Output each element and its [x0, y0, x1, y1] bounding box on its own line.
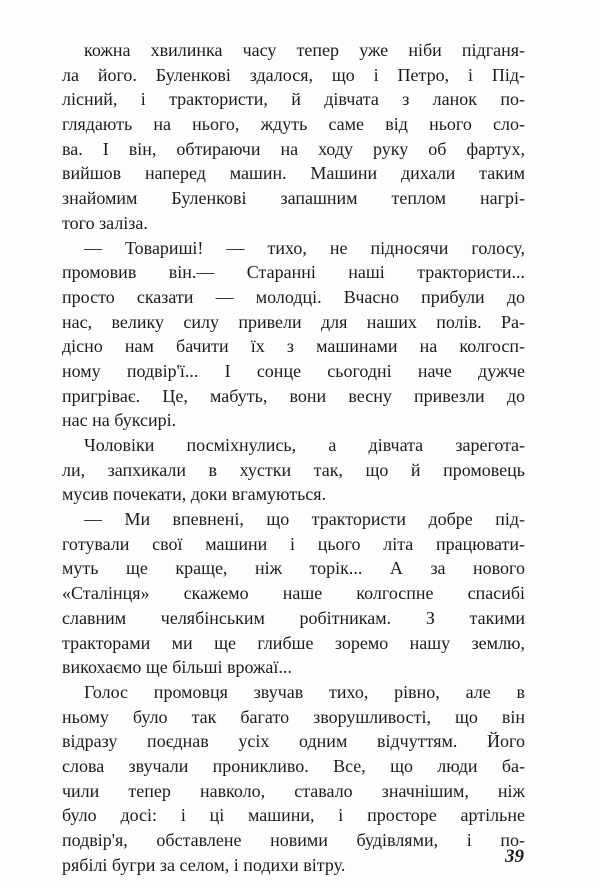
text-line: ному подвір'ї... І сонце сьогодні наче дужче: [62, 360, 525, 381]
text-line: слова звучали проникливо. Все, що люди ба-: [62, 755, 525, 776]
text-line: — Ми впевнені, що трактористи добре під-: [84, 509, 525, 530]
text-line: ла його. Буленкові здалося, що і Петро, і Під-: [62, 64, 525, 85]
text-line: ли, запхикали в хустки так, що й промовець: [62, 459, 525, 480]
text-line: було досі: і ці машини, і просторе артільне: [62, 805, 525, 826]
text-line: дісно нам бачити їх з машинами на колгосп-: [62, 336, 525, 357]
text-line: викохаємо ще більші врожаї...: [62, 657, 292, 678]
text-line: Чоловіки посміхнулись, а дівчата зареготa-: [84, 435, 525, 455]
paragraph: [62, 507, 525, 680]
text-line: вийшов наперед машин. Машини дихали таким: [62, 163, 525, 184]
text-line: тракторами ми ще глибше зоремо нашу землю,: [62, 632, 525, 653]
text-line: того заліза.: [62, 212, 148, 233]
text-line: пригріває. Це, мабуть, вони весну привезли до: [62, 385, 525, 406]
text-line: готували свої машини і цього літа працювати-: [62, 533, 525, 554]
text-line: «Сталінця» скажемо наше колгоспне спасибі: [62, 583, 525, 604]
page-text: [62, 38, 525, 877]
text-line: глядають на нього, ждуть саме від нього сло-: [62, 114, 525, 135]
text-line: муть ще краще, ніж торік... А за нового: [62, 558, 525, 579]
text-line: чили тепер навколо, ставало значнішим, ніж: [62, 780, 525, 801]
text-line: просто сказати — молодці. Вчасно прибули до: [62, 286, 525, 307]
page-number: 39: [505, 846, 524, 867]
text-line: лісний, і трактористи, й дівчата з ланок по-: [62, 89, 525, 110]
text-line: славним челябінським робітникам. З такими: [62, 607, 525, 628]
text-line: подвір'я, обставлене новими будівлями, і по-: [62, 830, 525, 850]
text-line: кожна хвилинка часу тепер уже ніби підганя-: [84, 40, 525, 60]
text-line: рябілі бугри за селом, і подихи вітру.: [62, 854, 346, 875]
paragraph: [62, 38, 525, 236]
text-line: ньому було так багато зворушливості, що він: [62, 706, 525, 727]
text-line: — Товариші! — тихо, не підносячи голосу,: [84, 237, 525, 258]
text-line: Голос промовця звучав тихо, рівно, але в: [84, 681, 525, 702]
text-line: нас, велику силу привели для наших полів. Ра-: [62, 311, 525, 332]
text-line: ва. І він, обтираючи на ходу руку об фартух,: [62, 138, 525, 159]
text-line: нас на буксирі.: [62, 410, 177, 431]
paragraph: [62, 236, 525, 434]
text-line: відразу поєднав усіх одним відчуттям. Його: [62, 731, 525, 752]
paragraph: [62, 433, 525, 507]
text-line: промовив він.— Старанні наші трактористи...: [62, 262, 525, 283]
text-line: знайомим Буленкові запашним теплом нагрі-: [62, 188, 525, 209]
text-line: мусив почекати, доки вгамуються.: [62, 484, 327, 505]
paragraph: [62, 680, 525, 878]
